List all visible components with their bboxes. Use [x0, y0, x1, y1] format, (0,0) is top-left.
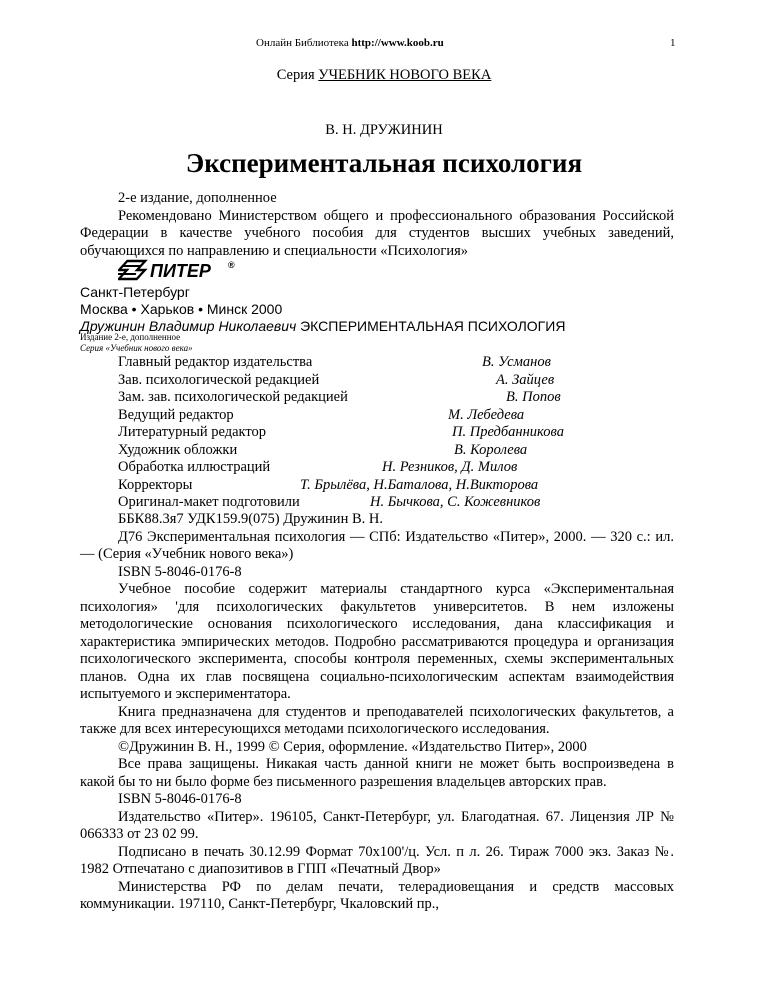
series-label: Серия: [276, 67, 319, 83]
piter-logo: [118, 258, 240, 282]
series-small: Серия «Учебник нового века»: [80, 343, 193, 353]
credit-row: [80, 407, 674, 425]
credit-role: Оригинал-макет подготовили: [118, 494, 300, 510]
ministry-paragraph: Министерства РФ по делам печати, телерадиовещания и средств массовых коммуникации. 197110, Санкт-Петербург, Чкаловский пр.,: [80, 878, 674, 912]
credit-row: [80, 424, 674, 442]
publisher-city: Санкт-Петербург: [80, 284, 190, 300]
credit-role: Главный редактор издательства: [118, 354, 313, 370]
credit-row: [80, 477, 674, 495]
credit-row: [80, 354, 674, 372]
credit-row: [80, 459, 674, 477]
credit-name: Н. Резников, Д. Милов: [382, 459, 518, 475]
audience-paragraph: Книга предназначена для студентов и преподавателей психологических факультетов, а также для всех интересующихся методами психологического исследования.: [80, 703, 674, 737]
address-paragraph: Издательство «Питер». 196105, Санкт-Петербург, ул. Благодатная. 67. Лицензия ЛР № 066333 от 23 02 99.: [80, 808, 674, 842]
credit-name: В. Королева: [454, 441, 528, 458]
print-paragraph: Подписано в печать 30.12.99 Формат 70x100'/ц. Усл. п л. 26. Тираж 7000 экз. Заказ №. 1982 Отпечатано с диапозитивов в ГПП «Печатный Двор»: [80, 843, 674, 877]
credit-role: Корректоры: [118, 476, 193, 493]
edition-block: [80, 190, 674, 260]
credits-list: [80, 354, 674, 512]
credit-name: В. Попов: [506, 389, 561, 405]
credit-name: П. Предбанникова: [452, 424, 564, 440]
credit-row: [80, 372, 674, 390]
book-author: В. Н. ДРУЖИНИН: [325, 122, 443, 138]
body-text: [80, 511, 674, 914]
header-url[interactable]: http://www.koob.ru: [351, 37, 444, 49]
d76-line: Д76 Экспериментальная психология — СПб: Издательство «Питер», 2000. — 320 с.: ил. — (Серия «Учебник нового века»): [80, 528, 674, 562]
credit-name: Н. Бычкова, С. Кожевников: [370, 494, 541, 510]
credit-role: Зав. психологической редакцией: [118, 371, 320, 388]
credit-role: Литературный редактор: [118, 424, 267, 440]
credit-row: [80, 494, 674, 512]
edition-line: 2-е издание, дополненное: [118, 190, 277, 206]
edition-small: Издание 2-е, дополненное: [80, 332, 181, 342]
title-caps: ЭКСПЕРИМЕНТАЛЬНАЯ ПСИХОЛОГИЯ: [296, 318, 566, 334]
copyright-line: ©Дружинин В. Н., 1999 © Серия, оформление. «Издательство Питер», 2000: [118, 738, 587, 755]
publisher-cities-year: Москва • Харьков • Минск 2000: [80, 301, 283, 317]
rights-paragraph: Все права защищены. Никакая часть данной книги не может быть воспроизведена в какой бы то ни было форме без письменного разрешения владельцев авторских прав.: [80, 756, 674, 790]
series-line: [0, 67, 768, 84]
header-prefix: Онлайн Библиотека: [256, 37, 352, 49]
credit-role: Обработка иллюстраций: [118, 459, 271, 475]
credit-name: Т. Брылёва, Н.Баталова, Н.Викторова: [300, 476, 539, 493]
small-info: [80, 332, 674, 354]
recommendation-text: Рекомендовано Министерством общего и профессионального образования Российской Федерации в качестве учебного пособия для студентов высших учебных заведений, обучающихся по направлению и специальности «Психология»: [80, 207, 674, 259]
logo-mark: ®: [228, 260, 235, 270]
page-number: 1: [670, 37, 676, 49]
series-name: УЧЕБНИК НОВОГО ВЕКА: [318, 67, 492, 83]
credit-role: Ведущий редактор: [118, 406, 234, 423]
credit-role: Зам. зав. психологической редакцией: [118, 389, 348, 405]
credit-row: [80, 389, 674, 407]
credit-role: Художник обложки: [118, 441, 238, 458]
credit-row: [80, 442, 674, 460]
credit-name: А. Зайцев: [496, 371, 555, 388]
page-header: [256, 37, 444, 49]
abstract-paragraph: Учебное пособие содержит материалы стандартного курса «Экспериментальная психология» 'для психологических факультетов университетов. В нем изложены методологические основания психологического исследования, дана классификация и характеристика эмпирических методов. Подробно рассматриваются процедура и организация психологического эксперимента, способы контроля переменных, схемы экспериментальных планов. Одна их глав посвящена социально-психологическим аспектам взаимодействия испытуемого и экспериментатора.: [80, 581, 674, 702]
credit-name: М. Лебедева: [448, 406, 525, 423]
logo-text: ПИТЕР: [150, 261, 211, 281]
publisher-block: [80, 284, 674, 335]
isbn-line-2: ISBN 5-8046-0176-8: [118, 791, 242, 807]
book-title: Экспериментальная психология: [185, 148, 583, 178]
credit-name: В. Усманов: [482, 354, 551, 370]
author-full-name: Дружинин Владимир Николаевич: [80, 318, 297, 334]
isbn-line: ISBN 5-8046-0176-8: [118, 563, 242, 580]
bbk-line: ББК88.3я7 УДК159.9(075) Дружинин В. Н.: [118, 511, 383, 527]
